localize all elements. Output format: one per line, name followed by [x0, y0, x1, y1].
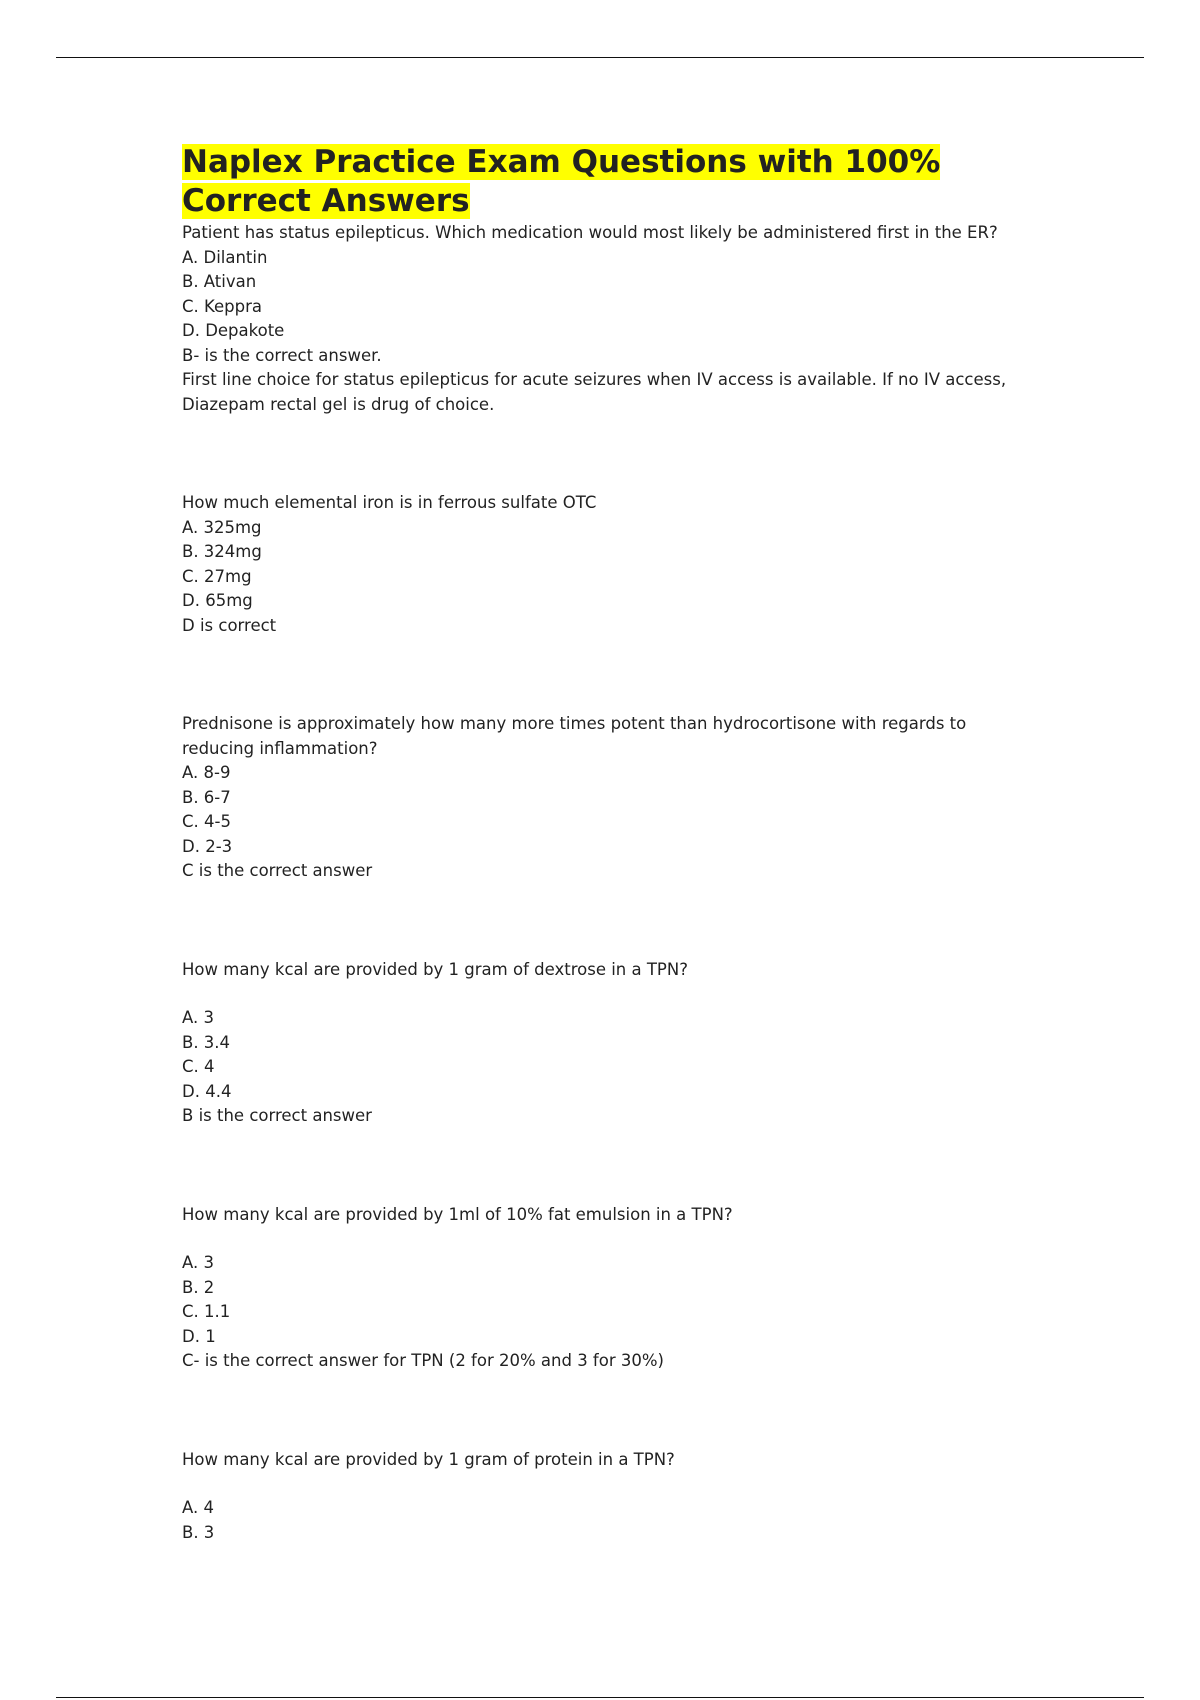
question-block-2 — [182, 491, 1012, 638]
option-a: A. 3 — [182, 1008, 214, 1027]
option-c: C. 1.1 — [182, 1302, 231, 1321]
option-b: B. 324mg — [182, 542, 262, 561]
answer-text: B- is the correct answer. — [182, 345, 382, 365]
option-b: B. 3 — [182, 1522, 215, 1542]
document-title — [182, 143, 1012, 221]
question-block-4 — [182, 958, 1012, 1129]
option-c: C. 4 — [182, 1057, 215, 1076]
title-line-1: Naplex Practice Exam Questions with 100% — [182, 144, 941, 180]
option-a: A. 3 — [182, 1253, 214, 1272]
answer-text: B is the correct answer — [182, 1106, 372, 1125]
answer-text: D is correct — [182, 615, 277, 635]
option-a: A. 325mg — [182, 517, 262, 537]
option-b: B. 3.4 — [182, 1032, 231, 1052]
question-block-1 — [182, 221, 1012, 417]
option-b: B. 2 — [182, 1277, 215, 1297]
answer-text: C- is the correct answer for TPN (2 for 20% and 3 for 30%) — [182, 1351, 664, 1370]
top-page-rule — [56, 57, 1144, 58]
option-c: C. Keppra — [182, 296, 263, 316]
question-text: Patient has status epilepticus. Which medication would most likely be administered first in the ER? — [182, 223, 998, 242]
question-block-3 — [182, 712, 1012, 884]
option-d: D. 65mg — [182, 591, 253, 610]
option-d: D. 4.4 — [182, 1081, 232, 1101]
option-b: B. 6-7 — [182, 787, 231, 807]
option-a: A. Dilantin — [182, 247, 268, 267]
question-text: How many kcal are provided by 1 gram of protein in a TPN? — [182, 1449, 675, 1469]
option-d: D. 2-3 — [182, 836, 233, 856]
option-b: B. Ativan — [182, 272, 257, 291]
question-block-6 — [182, 1448, 1012, 1546]
option-d: D. 1 — [182, 1326, 216, 1346]
explanation-text: First line choice for status epilepticus for acute seizures when IV access is available. If no IV access, Diazepam rectal gel is drug of choice. — [182, 370, 1007, 414]
option-c: C. 4-5 — [182, 812, 231, 831]
bottom-page-rule — [56, 1697, 1144, 1698]
option-d: D. Depakote — [182, 321, 285, 340]
answer-text: C is the correct answer — [182, 861, 373, 880]
title-line-2: Correct Answers — [182, 183, 470, 219]
question-text: How much elemental iron is in ferrous sulfate OTC — [182, 493, 597, 512]
question-block-5 — [182, 1203, 1012, 1374]
document-body — [182, 143, 1012, 1545]
question-text: How many kcal are provided by 1ml of 10% fat emulsion in a TPN? — [182, 1204, 733, 1224]
question-text: How many kcal are provided by 1 gram of dextrose in a TPN? — [182, 959, 688, 979]
option-a: A. 8-9 — [182, 763, 231, 782]
option-c: C. 27mg — [182, 566, 252, 586]
option-a: A. 4 — [182, 1498, 214, 1517]
question-text: Prednisone is approximately how many more times potent than hydrocortisone with regards to reducing inflammation? — [182, 714, 967, 758]
